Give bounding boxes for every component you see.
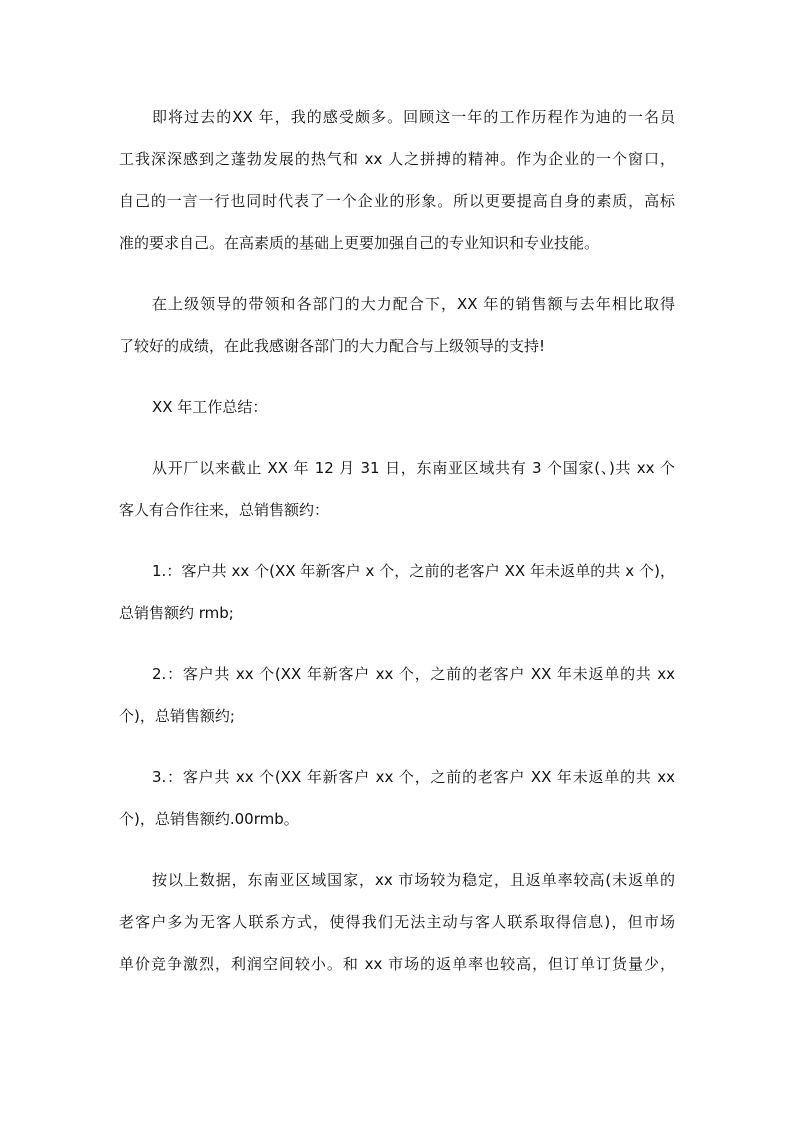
paragraph-line: 了较好的成绩，在此我感谢各部门的大力配合与上级领导的支持!	[119, 337, 546, 355]
list-item-3	[119, 756, 675, 840]
paragraph-line: 2.：客户共 xx 个(XX 年新客户 xx 个，之前的老客户 XX 年未返单的共 xx	[152, 665, 675, 683]
paragraph-line: 个)，总销售额约;	[119, 707, 235, 725]
paragraph-line: 即将过去的XX 年，我的感受颇多。回顾这一年的工作历程作为迪的一名员	[152, 108, 675, 126]
paragraph-analysis	[119, 859, 675, 985]
paragraph-line: 从开厂以来截止 XX 年 12 月 31 日，东南亚区域共有 3 个国家(、)共 xx 个	[152, 459, 675, 477]
paragraph-line: 按以上数据，东南亚区域国家，xx 市场较为稳定，且返单率较高(未返单的	[152, 871, 675, 889]
paragraph-line: 客人有合作往来，总销售额约：	[119, 501, 330, 519]
paragraph-line: 3.：客户共 xx 个(XX 年新客户 xx 个，之前的老客户 XX 年未返单的共 xx	[152, 768, 675, 786]
document-body	[119, 96, 675, 1004]
paragraph-summary	[119, 447, 675, 531]
paragraph-line: 单价竞争激烈，利润空间较小。和 xx 市场的返单率也较高，但订单订货量少，	[119, 955, 675, 973]
section-heading	[119, 386, 675, 428]
paragraph-line: 个)，总销售额约.00rmb。	[119, 810, 299, 828]
paragraph-line: 自己的一言一行也同时代表了一个企业的形象。所以更要提高自身的素质，高标	[119, 192, 675, 210]
heading-line: XX 年工作总结：	[152, 398, 268, 416]
paragraph-thanks	[119, 283, 675, 367]
paragraph-line: 在上级领导的带领和各部门的大力配合下，XX 年的销售额与去年相比取得	[152, 295, 675, 313]
paragraph-line: 1.：客户共 xx 个(XX 年新客户 x 个，之前的老客户 XX 年未返单的共 x 个)，	[152, 562, 675, 580]
paragraph-intro	[119, 96, 675, 264]
paragraph-line: 工我深深感到之蓬勃发展的热气和 xx 人之拼搏的精神。作为企业的一个窗口，	[119, 150, 675, 168]
list-item-2	[119, 653, 675, 737]
paragraph-line: 总销售额约 rmb;	[119, 604, 234, 622]
list-item-1	[119, 550, 675, 634]
paragraph-line: 老客户多为无客人联系方式，使得我们无法主动与客人联系取得信息)，但市场	[119, 913, 675, 931]
paragraph-line: 准的要求自己。在高素质的基础上更要加强自己的专业知识和专业技能。	[119, 234, 600, 252]
